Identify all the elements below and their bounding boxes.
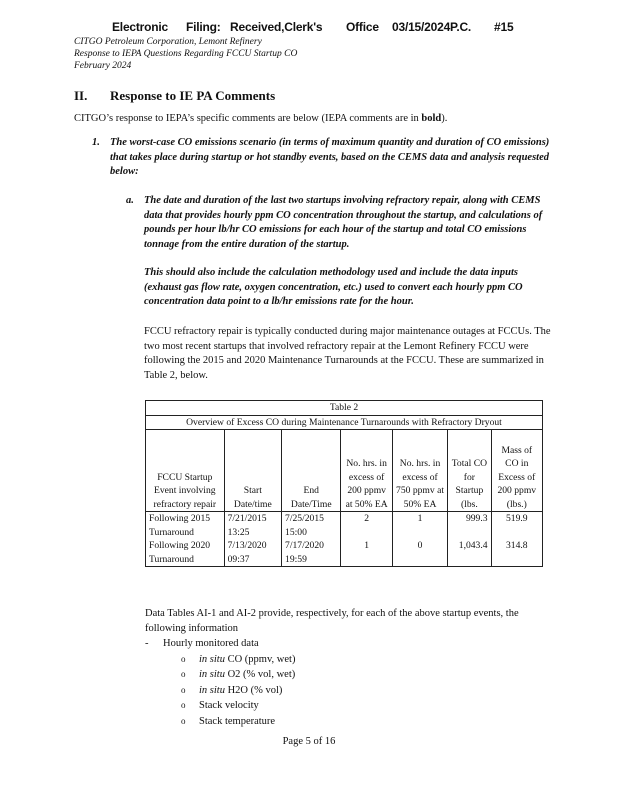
col-event: FCCU Startup Event involving refractory repair — [146, 430, 225, 512]
intro-prefix: CITGO’s response to IEPA’s specific comments are below (IEPA comments are in — [74, 113, 422, 124]
table-row — [146, 539, 543, 567]
bullet-icon: o — [181, 653, 186, 664]
document-header — [74, 36, 297, 72]
section-title: Response to IE PA Comments — [110, 88, 276, 103]
col-start: Start Date/time — [224, 430, 281, 512]
sub-list-item — [181, 714, 295, 730]
cell-end: 7/17/2020 19:59 — [282, 539, 341, 567]
cell-start: 7/13/2020 09:37 — [224, 539, 281, 567]
table-row — [146, 512, 543, 540]
col-hrs-200: No. hrs. in excess of 200 ppmv at 50% EA — [341, 430, 392, 512]
section-heading — [74, 88, 275, 104]
bullet-icon: o — [181, 669, 186, 679]
stamp-date: 03/15/2024P.C. — [392, 20, 472, 34]
bullet-icon: o — [181, 715, 186, 726]
comment-1-text: The worst-case CO emissions scenario (in terms of maximum quantity and duration of CO emissions) that takes place during startup or hot standby events, based on the CEMS data and analysis requested below: — [110, 137, 550, 177]
comment-1a — [126, 194, 551, 252]
cell-hrs-200: 1 — [341, 539, 392, 567]
header-line-3: February 2024 — [74, 61, 132, 71]
comment-1a-letter: a. — [126, 195, 134, 206]
bullet-icon: o — [181, 684, 186, 695]
cell-total-co: 999.3 — [448, 512, 491, 540]
cell-total-co: 1,043.4 — [448, 539, 491, 567]
comment-1a-text: The date and duration of the last two startups involving refractory repair, along with CEMS data that provides hourly ppm CO concentration throughout the startup, and calculations of pounds per hour lb/hr CO emissions for each hour of the startup and total CO emissions tonnage from the entire duration of the startup. — [144, 195, 543, 250]
intro-paragraph — [74, 112, 554, 127]
sub-item-italic: in situ — [199, 669, 225, 680]
bullet-icon: o — [181, 700, 186, 710]
section-number: II. — [74, 88, 88, 103]
cell-event: Following 2020 Turnaround — [146, 539, 225, 567]
header-line-2: Response to IEPA Questions Regarding FCCU Startup CO — [74, 49, 298, 59]
stamp-office: Office — [346, 20, 379, 34]
col-hrs-750: No. hrs. in excess of 750 ppmv at 50% EA — [392, 430, 447, 512]
stamp-received: Received,Clerk's — [230, 20, 323, 34]
comment-1a-methodology: This should also include the calculation methodology used and include the data inputs (exhaust gas flow rate, oxygen concentration, etc.) used to convert each hourly ppm CO concentration data point to a lb/hr emissions rate for the hour. — [144, 267, 523, 307]
list-item-label: Hourly monitored data — [163, 638, 259, 649]
table-title: Table 2 — [146, 401, 543, 416]
response-paragraph: FCCU refractory repair is typically conducted during major maintenance outages at FCCUs. The two most recent startups that involved refractory repair at the Lemont Refinery FCCU were following the 2015 and 2020 Maintenance Turnarounds at the FCCU. These are summarized in Table 2, below. — [144, 326, 551, 381]
cell-hrs-200: 2 — [341, 512, 392, 540]
stamp-electronic: Electronic — [112, 20, 169, 34]
cell-end: 7/25/2015 15:00 — [282, 512, 341, 540]
sub-item-text: Stack velocity — [199, 700, 259, 711]
sub-list-item — [181, 652, 295, 668]
cell-mass-excess: 314.8 — [491, 539, 542, 567]
comment-1 — [92, 136, 552, 180]
table-subtitle: Overview of Excess CO during Maintenance Turnarounds with Refractory Dryout — [146, 415, 543, 430]
header-line-1: CITGO Petroleum Corporation, Lemont Refinery — [74, 37, 262, 47]
sub-list-item — [181, 683, 295, 699]
cell-hrs-750: 1 — [392, 512, 447, 540]
intro-suffix: ). — [441, 113, 448, 124]
sub-item-italic: in situ — [199, 653, 225, 665]
cell-hrs-750: 0 — [392, 539, 447, 567]
list-item — [145, 637, 295, 652]
col-end: End Date/Time — [282, 430, 341, 512]
cell-event: Following 2015 Turnaround — [146, 512, 225, 540]
comment-1-number: 1. — [92, 137, 100, 148]
col-mass-excess: Mass of CO in Excess of 200 ppmv (lbs.) — [491, 430, 542, 512]
stamp-number: #15 — [494, 20, 514, 34]
page-number: Page 5 of 16 — [282, 736, 336, 747]
sub-item-text: CO (ppmv, wet) — [224, 653, 296, 665]
cell-mass-excess: 519.9 — [491, 512, 542, 540]
intro-bold-word: bold — [421, 113, 442, 124]
stamp-filing: Filing: — [186, 20, 221, 34]
table-header-row — [146, 430, 543, 512]
sub-item-text: H2O (% vol) — [224, 684, 283, 696]
dash-marker: - — [145, 638, 149, 649]
sub-item-text: Stack temperature — [199, 715, 276, 727]
data-tables-paragraph: Data Tables AI-1 and AI-2 provide, respectively, for each of the above startup events, the following information — [145, 608, 519, 634]
sub-list-item — [181, 667, 295, 683]
monitored-data-list — [145, 637, 295, 729]
sub-item-text: O2 (% vol, wet) — [224, 669, 296, 680]
cell-start: 7/21/2015 13:25 — [224, 512, 281, 540]
table-2 — [145, 400, 543, 567]
col-total-co: Total CO for Startup (lbs. — [448, 430, 491, 512]
sub-list-item — [181, 698, 295, 714]
sub-item-italic: in situ — [199, 684, 225, 696]
